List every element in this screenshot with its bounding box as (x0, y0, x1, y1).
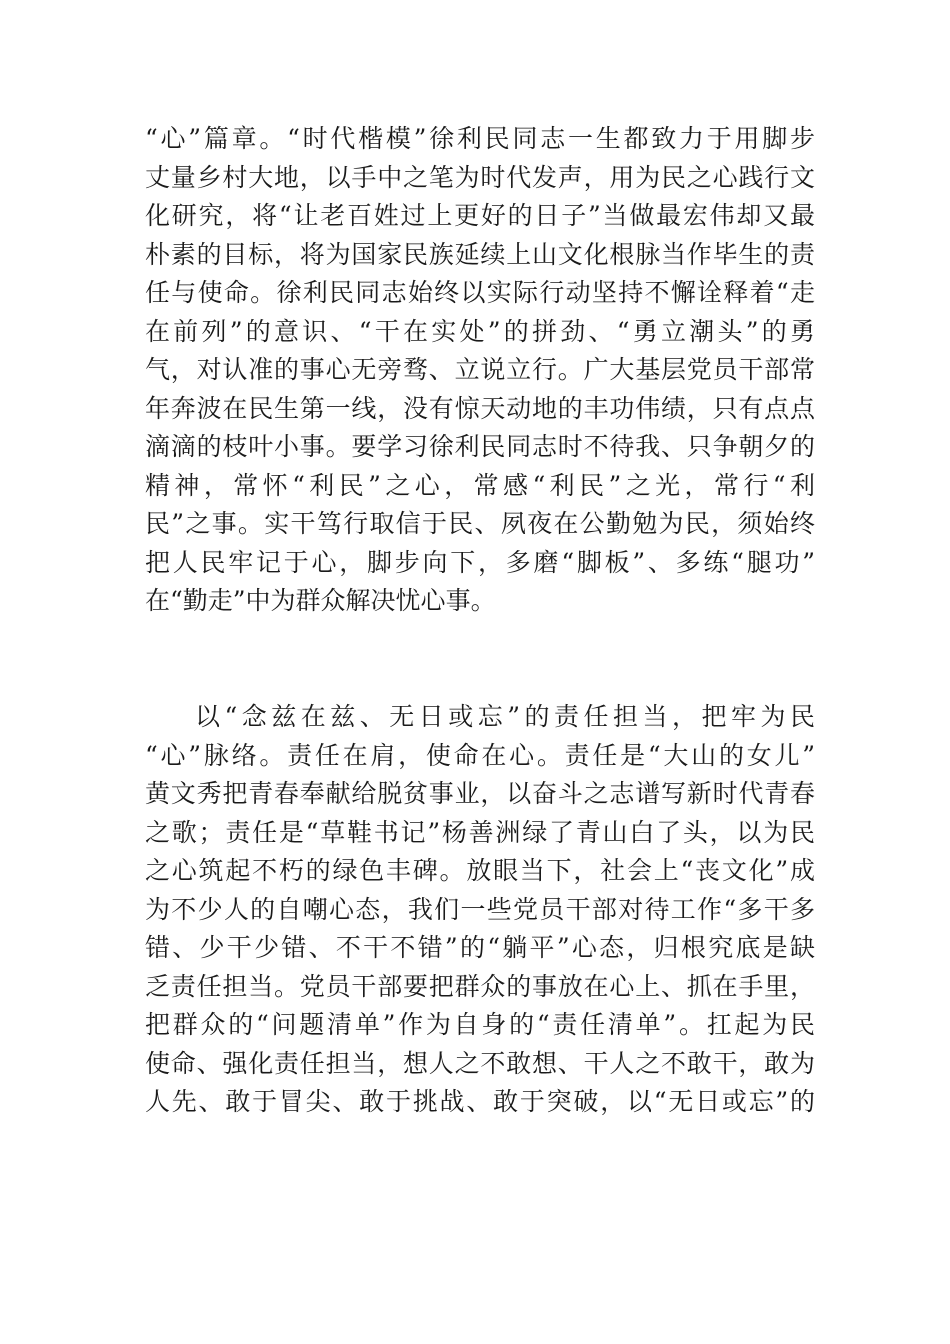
text-line: 任与使命。徐利民同志始终以实际行动坚持不懈诠释着“走 (145, 278, 815, 307)
text-line: 在“勤走”中为群众解决忧心事。 (145, 586, 496, 615)
text-line: 民”之事。实干笃行取信于民、夙夜在公勤勉为民，须始终 (145, 509, 815, 538)
text-line: “心”篇章。“时代楷模”徐利民同志一生都致力于用脚步 (145, 124, 815, 153)
text-line: 之歌；责任是“草鞋书记”杨善洲绿了青山白了头，以为民 (145, 817, 815, 847)
text-line: 滴滴的枝叶小事。要学习徐利民同志时不待我、只争朝夕的 (145, 432, 815, 461)
paragraph-1 (145, 120, 815, 621)
text-line: 精神，常怀“利民”之心，常感“利民”之光，常行“利 (145, 470, 815, 500)
text-line: 气，对认准的事心无旁骛、立说立行。广大基层党员干部常 (145, 355, 815, 384)
text-line: 把群众的“问题清单”作为自身的“责任清单”。扛起为民 (145, 1010, 815, 1039)
text-line: 在前列”的意识、“干在实处”的拼劲、“勇立潮头”的勇 (145, 316, 815, 346)
text-line: 为不少人的自嘲心态，我们一些党员干部对待工作“多干多 (145, 894, 815, 924)
text-line: 黄文秀把青春奉献给脱贫事业，以奋斗之志谱写新时代青春 (145, 779, 815, 808)
text-line: 年奔波在民生第一线，没有惊天动地的丰功伟绩，只有点点 (145, 393, 815, 423)
text-line: 之心筑起不朽的绿色丰碑。放眼当下，社会上“丧文化”成 (145, 856, 815, 885)
text-line: 以“念兹在兹、无日或忘”的责任担当，把牢为民 (195, 702, 815, 731)
text-line: 人先、敢于冒尖、敢于挑战、敢于突破，以“无日或忘”的 (145, 1087, 815, 1116)
text-line: 乏责任担当。党员干部要把群众的事放在心上、抓在手里， (145, 971, 815, 1001)
paragraph-2 (145, 698, 815, 1122)
text-line: 丈量乡村大地，以手中之笔为时代发声，用为民之心践行文 (145, 162, 815, 192)
text-line: 化研究，将“让老百姓过上更好的日子”当做最宏伟却又最 (145, 201, 815, 230)
text-line: 把人民牢记于心，脚步向下，多磨“脚板”、多练“腿功” (145, 547, 815, 577)
text-line: 朴素的目标，将为国家民族延续上山文化根脉当作毕生的责 (145, 239, 815, 269)
text-line: 错、少干少错、不干不错”的“躺平”心态，归根究底是缺 (145, 933, 815, 962)
text-line: 使命、强化责任担当，想人之不敢想、干人之不敢干，敢为 (145, 1048, 815, 1078)
text-line: “心”脉络。责任在肩，使命在心。责任是“大山的女儿” (145, 740, 815, 770)
